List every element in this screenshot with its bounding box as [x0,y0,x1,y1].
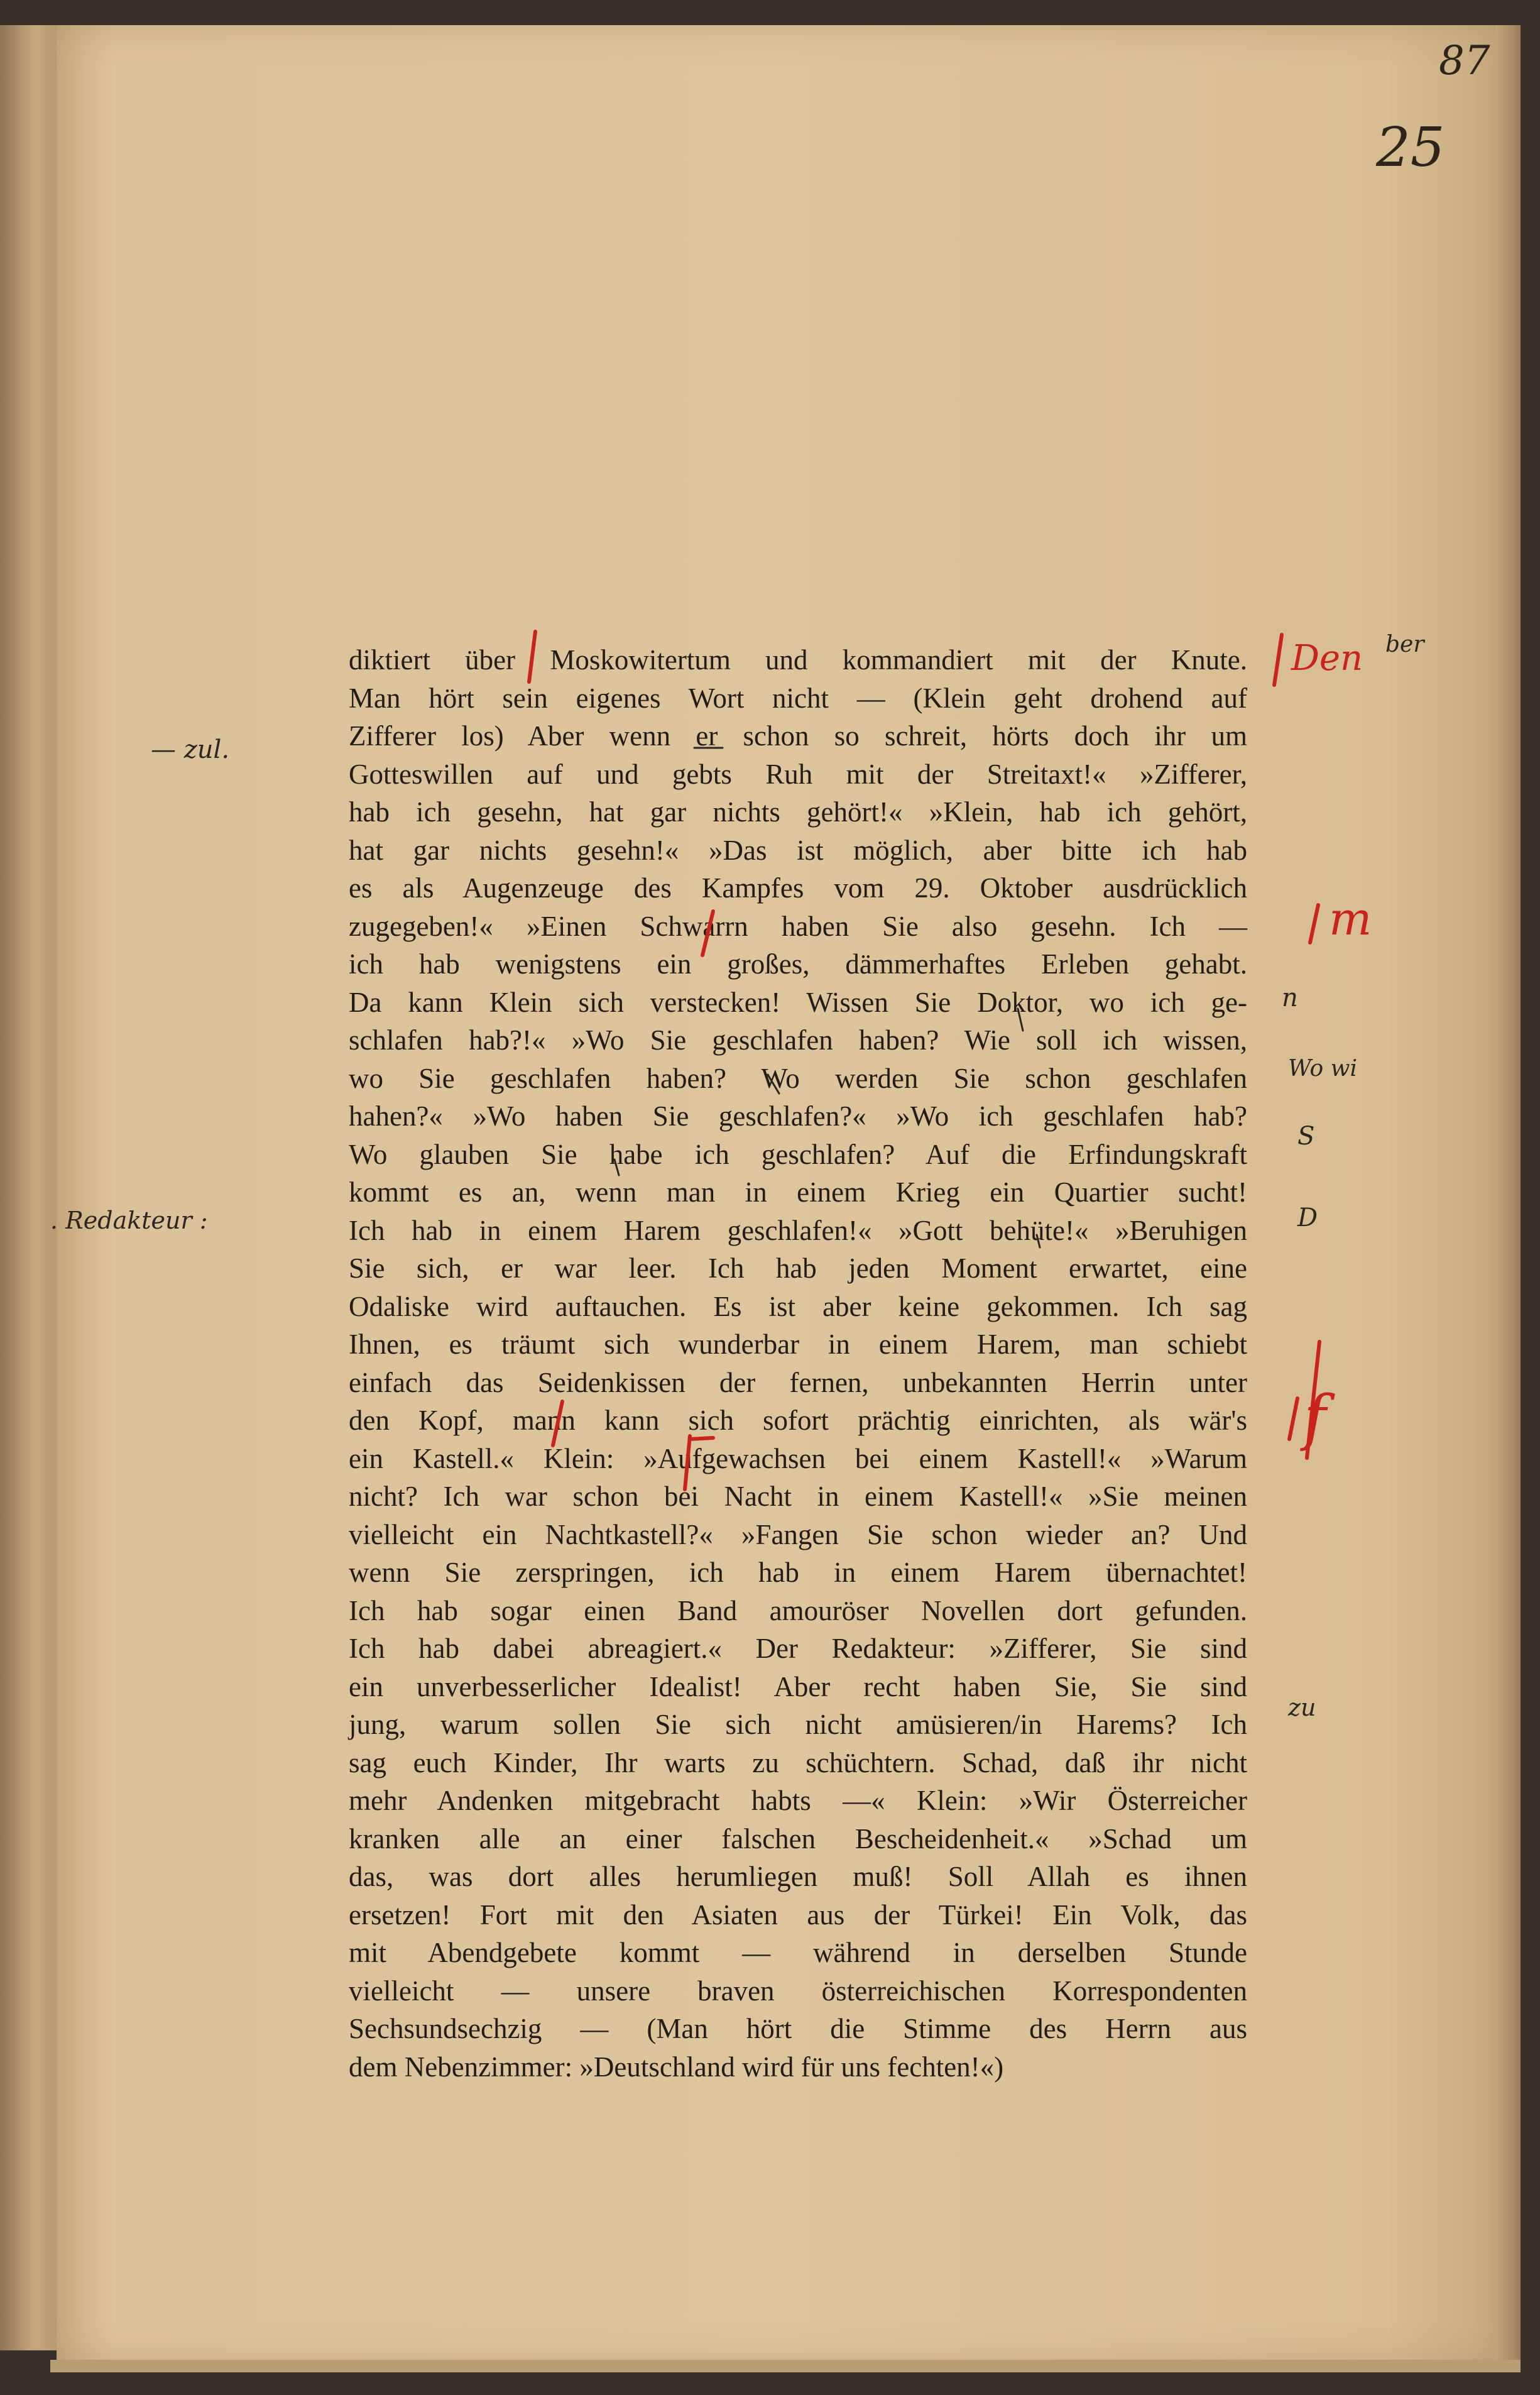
text-line: mehr Andenken mitgebracht habts —« Klein: »Wir Österreicher [349,1785,1247,1816]
text-line: hat gar nichts gesehn!« »Das ist möglich, aber bitte ich hab [349,834,1247,866]
text-line: Ich hab sogar einen Band amouröser Novellen dort gefunden. [349,1594,1247,1626]
right-margin-mark-wo: Wo wi [1288,1056,1358,1082]
text-line: nicht? Ich war schon bei Nacht in einem Kastell!« »Sie meinen [349,1481,1247,1512]
text-line: schlafen hab?!« »Wo Sie geschlafen haben? Wie soll ich wissen, [349,1024,1247,1056]
text-line: vielleicht ein Nachtkastell?« »Fangen Sie schon wieder an? Und [349,1518,1247,1550]
text-line: diktiert über Moskowitertum und kommandiert mit der Knute. [349,644,1247,676]
left-margin-note-correction: — zul. [151,735,230,764]
page-edge-bottom [50,2360,1521,2372]
text-line: Sechsundsechzig — (Man hört die Stimme des Herrn aus [349,2013,1247,2044]
text-line: wenn Sie zerspringen, ich hab in einem Harem übernachtet! [349,1557,1247,1588]
text-line: Zifferer los) Aber wenn er schon so schreit, hörts doch ihr um [349,720,1247,752]
text-line: ein Kastell.« Klein: »Aufgewachsen bei einem Kastell!« »Warum [349,1442,1247,1474]
right-margin-mark-ber: ber [1385,632,1424,657]
folio-number: 87 [1439,38,1490,84]
text-line: vielleicht — unsere braven österreichischen Korrespondenten [349,1975,1247,2007]
previous-page-edge [0,25,57,2350]
text-line: Wo glauben Sie habe ich geschlafen? Auf die Erfindungskraft [349,1138,1247,1170]
text-line: mit Abendgebete kommt — während in derselben Stunde [349,1937,1247,1968]
text-line: einfach das Seidenkissen der fernen, unbekannten Herrin unter [349,1366,1247,1398]
text-line: das, was dort alles herumliegen muß! Soll Allah es ihnen [349,1861,1247,1892]
text-line: Gotteswillen auf und gebts Ruh mit der Streitaxt!« »Zifferer, [349,758,1247,790]
right-margin-mark-d: D [1297,1203,1318,1232]
text-line: dem Nebenzimmer: »Deutschland wird für uns fechten!«) [349,2051,1004,2083]
text-line: Ich hab in einem Harem geschlafen!« »Gott behüte!« »Beruhigen [349,1214,1247,1246]
text-line: kranken alle an einer falschen Bescheidenheit.« »Schad um [349,1822,1247,1855]
right-margin-mark-zu: zu [1288,1694,1316,1721]
text-line: wo Sie geschlafen haben? Wo werden Sie schon geschlafen [349,1062,1247,1094]
text-line: hab ich gesehn, hat gar nichts gehört!« »Klein, hab ich gehört, [349,796,1247,828]
text-line: Da kann Klein sich verstecken! Wissen Sie Doktor, wo ich ge- [349,986,1247,1018]
text-line: kommt es an, wenn man in einem Krieg ein Quartier sucht! [349,1176,1247,1208]
text-line: Odaliske wird auftauchen. Es ist aber keine gekommen. Ich sag [349,1290,1247,1322]
text-line: ich hab wenigstens ein großes, dämmerhaftes Erleben gehabt. [349,948,1247,980]
text-line: zugegeben!« »Einen Schwarrn haben Sie also gesehn. Ich — [349,910,1247,942]
text-line: ein unverbesserlicher Idealist! Aber recht haben Sie, Sie sind [349,1670,1247,1702]
text-line: sag euch Kinder, Ihr warts zu schüchtern. Schad, daß ihr nicht [349,1746,1247,1778]
text-line: den Kopf, mann kann sich sofort prächtig einrichten, als wär's [349,1405,1247,1436]
right-margin-mark-f: f [1304,1383,1326,1453]
right-margin-mark-s: S [1297,1122,1315,1151]
page-number: 25 [1376,116,1445,179]
text-line: Sie sich, er war leer. Ich hab jeden Moment erwartet, eine [349,1252,1247,1284]
text-line: Man hört sein eigenes Wort nicht — (Klein geht drohend auf [349,682,1247,714]
text-line: Ihnen, es träumt sich wunderbar in einem Harem, man schiebt [349,1329,1247,1360]
text-line: hahen?« »Wo haben Sie geschlafen?« »Wo ich geschlafen hab? [349,1100,1247,1132]
text-line: es als Augenzeuge des Kampfes vom 29. Oktober ausdrücklich [349,872,1247,904]
page-edge-right [1495,25,1521,2363]
right-margin-mark-den: Den [1291,638,1363,679]
body-text [349,641,1247,2086]
text-line: ersetzen! Fort mit den Asiaten aus der Türkei! Ein Volk, das [349,1899,1247,1931]
text-line: jung, warum sollen Sie sich nicht amüsieren/in Harems? Ich [349,1709,1247,1740]
right-margin-mark-m: m [1329,892,1372,945]
right-margin-mark-n: n [1282,984,1298,1012]
left-margin-note-speaker: . Redakteur : [50,1207,208,1234]
text-line: Ich hab dabei abreagiert.« Der Redakteur: »Zifferer, Sie sind [349,1633,1247,1664]
